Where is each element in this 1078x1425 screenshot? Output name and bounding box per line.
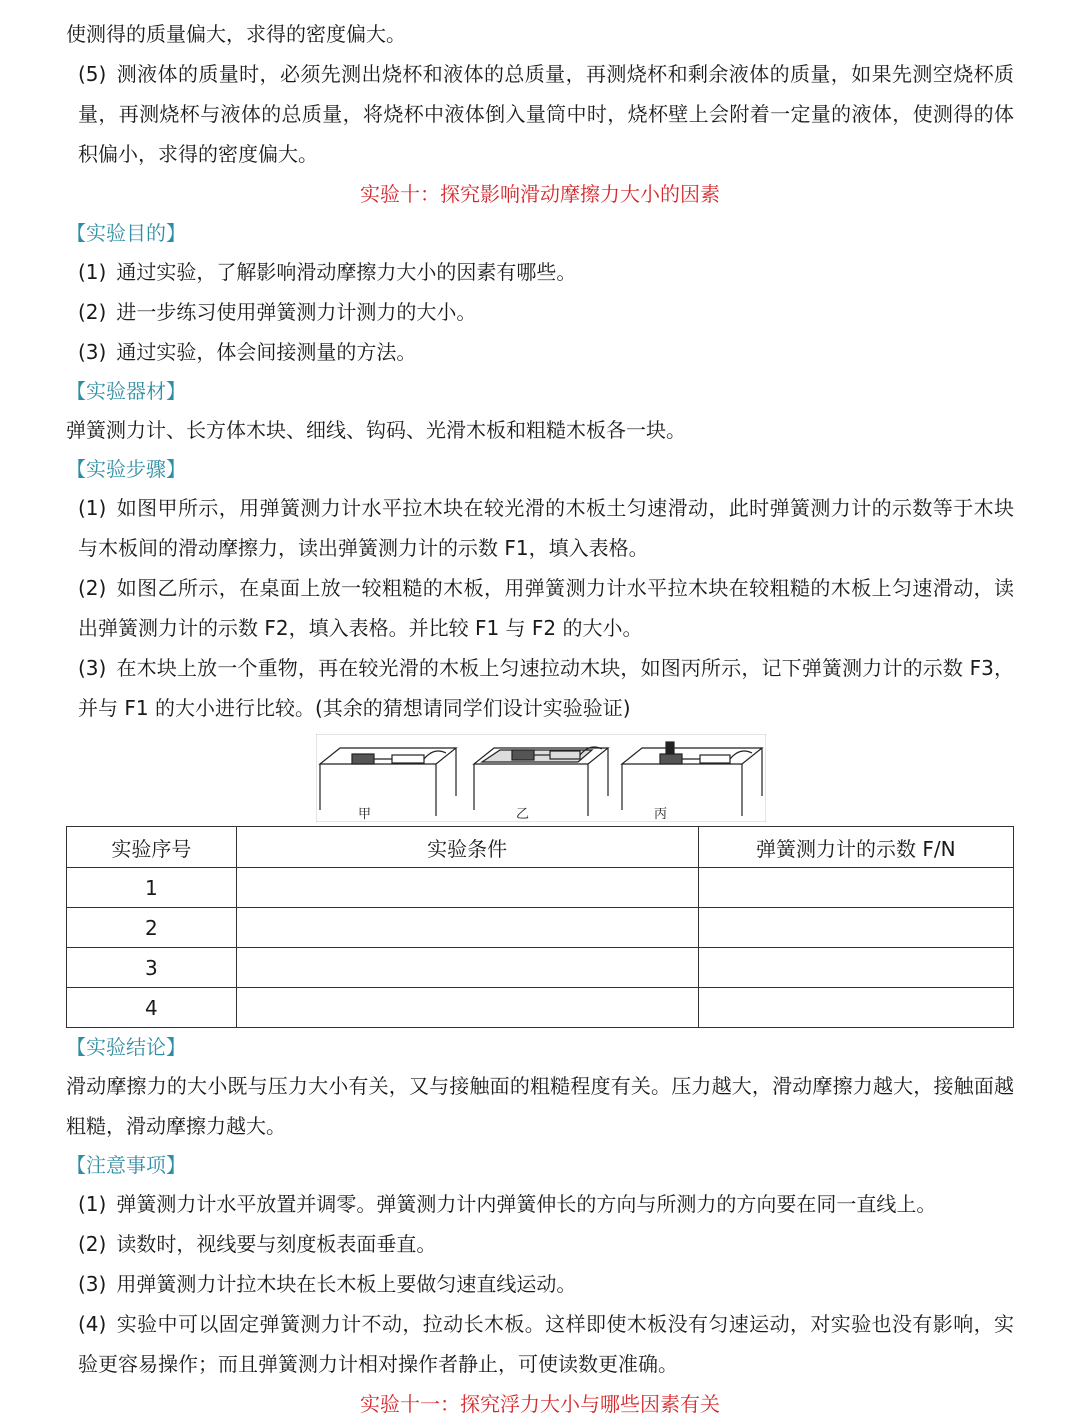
experiment-figure	[66, 734, 1014, 824]
step-item	[66, 488, 1014, 568]
table-row	[67, 908, 1014, 948]
header-cell: 实验序号	[67, 827, 237, 868]
document-page	[66, 14, 1014, 1424]
table-cell: 3	[67, 948, 237, 988]
purpose-item	[66, 332, 1014, 372]
label-bing: 丙	[654, 807, 668, 822]
data-table	[66, 826, 1014, 1028]
table-cell	[698, 908, 1013, 948]
experiment-10-title: 实验十：探究影响滑动摩擦力大小的因素	[360, 182, 720, 206]
table-row	[67, 948, 1014, 988]
item-text: 通过实验，了解影响滑动摩擦力大小的因素有哪些。	[116, 260, 577, 284]
item-text: 实验中可以固定弹簧测力计不动，拉动长木板。这样即使木板没有匀速运动，对实验也没有影响，实验更容易操作；而且弹簧测力计相对操作者静止，可使读数更准确。	[78, 1312, 1014, 1376]
item-text: 在木块上放一个重物，再在较光滑的木板上匀速拉动木块，如图丙所示，记下弹簧测力计的示数 F3，并与 F1 的大小进行比较。(其余的猜想请同学们设计实验验证)	[78, 656, 1014, 720]
equipment-text: 弹簧测力计、长方体木块、细线、钩码、光滑木板和粗糙木板各一块。	[66, 418, 686, 442]
note-item	[66, 1184, 1014, 1224]
purpose-item	[66, 252, 1014, 292]
note-item	[66, 1224, 1014, 1264]
equipment-heading: 【实验器材】	[66, 379, 186, 403]
item-number: (3)	[78, 1272, 107, 1296]
item-number: (1)	[78, 1192, 107, 1216]
item-number: (3)	[78, 656, 107, 680]
item-number: (2)	[78, 300, 107, 324]
table-cell: 4	[67, 988, 237, 1028]
conclusion-heading: 【实验结论】	[66, 1035, 186, 1059]
table-cell	[698, 988, 1013, 1028]
table-header-row	[67, 827, 1014, 868]
item-number: (1)	[78, 260, 107, 284]
item-number: (2)	[78, 1232, 107, 1256]
item-number: (1)	[78, 496, 107, 520]
table-cell	[698, 868, 1013, 908]
note-item	[66, 1264, 1014, 1304]
header-cell: 实验条件	[236, 827, 698, 868]
item-number: (2)	[78, 576, 107, 600]
item-text: 用弹簧测力计拉木块在长木板上要做匀速直线运动。	[116, 1272, 577, 1296]
conclusion-text: 滑动摩擦力的大小既与压力大小有关，又与接触面的粗糙程度有关。压力越大，滑动摩擦力越大，接触面越粗糙，滑动摩擦力越大。	[66, 1074, 1014, 1138]
wood-block	[512, 750, 534, 760]
table-cell	[236, 988, 698, 1028]
weight	[666, 742, 674, 754]
intro-item-5	[66, 54, 1014, 174]
purpose-item	[66, 292, 1014, 332]
table-cell	[698, 948, 1013, 988]
experiment-11-title: 实验十一：探究浮力大小与哪些因素有关	[360, 1392, 720, 1416]
item-text: 读数时，视线要与刻度板表面垂直。	[116, 1232, 437, 1256]
table-row	[67, 868, 1014, 908]
step-item	[66, 648, 1014, 728]
item-text: 进一步练习使用弹簧测力计测力的大小。	[116, 300, 477, 324]
header-cell: 弹簧测力计的示数 F/N	[698, 827, 1013, 868]
item-text: 测液体的质量时，必须先测出烧杯和液体的总质量，再测烧杯和剩余液体的质量，如果先测空烧杯质量，再测烧杯与液体的总质量，将烧杯中液体倒入量筒中时，烧杯壁上会附着一定量的液体，使测得的体积偏小，求得的密度偏大。	[78, 62, 1014, 166]
wood-block	[352, 754, 374, 764]
table-cell	[236, 868, 698, 908]
label-jia: 甲	[358, 807, 372, 822]
rough-board	[482, 750, 592, 762]
purpose-heading: 【实验目的】	[66, 221, 186, 245]
label-yi: 乙	[516, 807, 530, 822]
item-text: 如图乙所示，在桌面上放一较粗糙的木板，用弹簧测力计水平拉木块在较粗糙的木板上匀速滑动，读出弹簧测力计的示数 F2，填入表格。并比较 F1 与 F2 的大小。	[78, 576, 1014, 640]
item-number: (5)	[78, 62, 107, 86]
table-row	[67, 988, 1014, 1028]
item-number: (4)	[78, 1312, 107, 1336]
figure-frame	[316, 734, 766, 822]
item-text: 弹簧测力计水平放置并调零。弹簧测力计内弹簧伸长的方向与所测力的方向要在同一直线上。	[116, 1192, 937, 1216]
note-item	[66, 1304, 1014, 1384]
table-cell	[236, 908, 698, 948]
table-cell	[236, 948, 698, 988]
intro-line: 使测得的质量偏大，求得的密度偏大。	[66, 22, 406, 46]
table-cell: 2	[67, 908, 237, 948]
item-number: (3)	[78, 340, 107, 364]
item-text: 通过实验，体会间接测量的方法。	[116, 340, 417, 364]
wood-block	[660, 754, 682, 764]
table-cell: 1	[67, 868, 237, 908]
item-text: 如图甲所示，用弹簧测力计水平拉木块在较光滑的木板土匀速滑动，此时弹簧测力计的示数等于木块与木板间的滑动摩擦力，读出弹簧测力计的示数 F1，填入表格。	[78, 496, 1014, 560]
steps-heading: 【实验步骤】	[66, 457, 186, 481]
friction-apparatus-illustration	[316, 734, 766, 822]
notes-heading: 【注意事项】	[66, 1153, 186, 1177]
step-item	[66, 568, 1014, 648]
